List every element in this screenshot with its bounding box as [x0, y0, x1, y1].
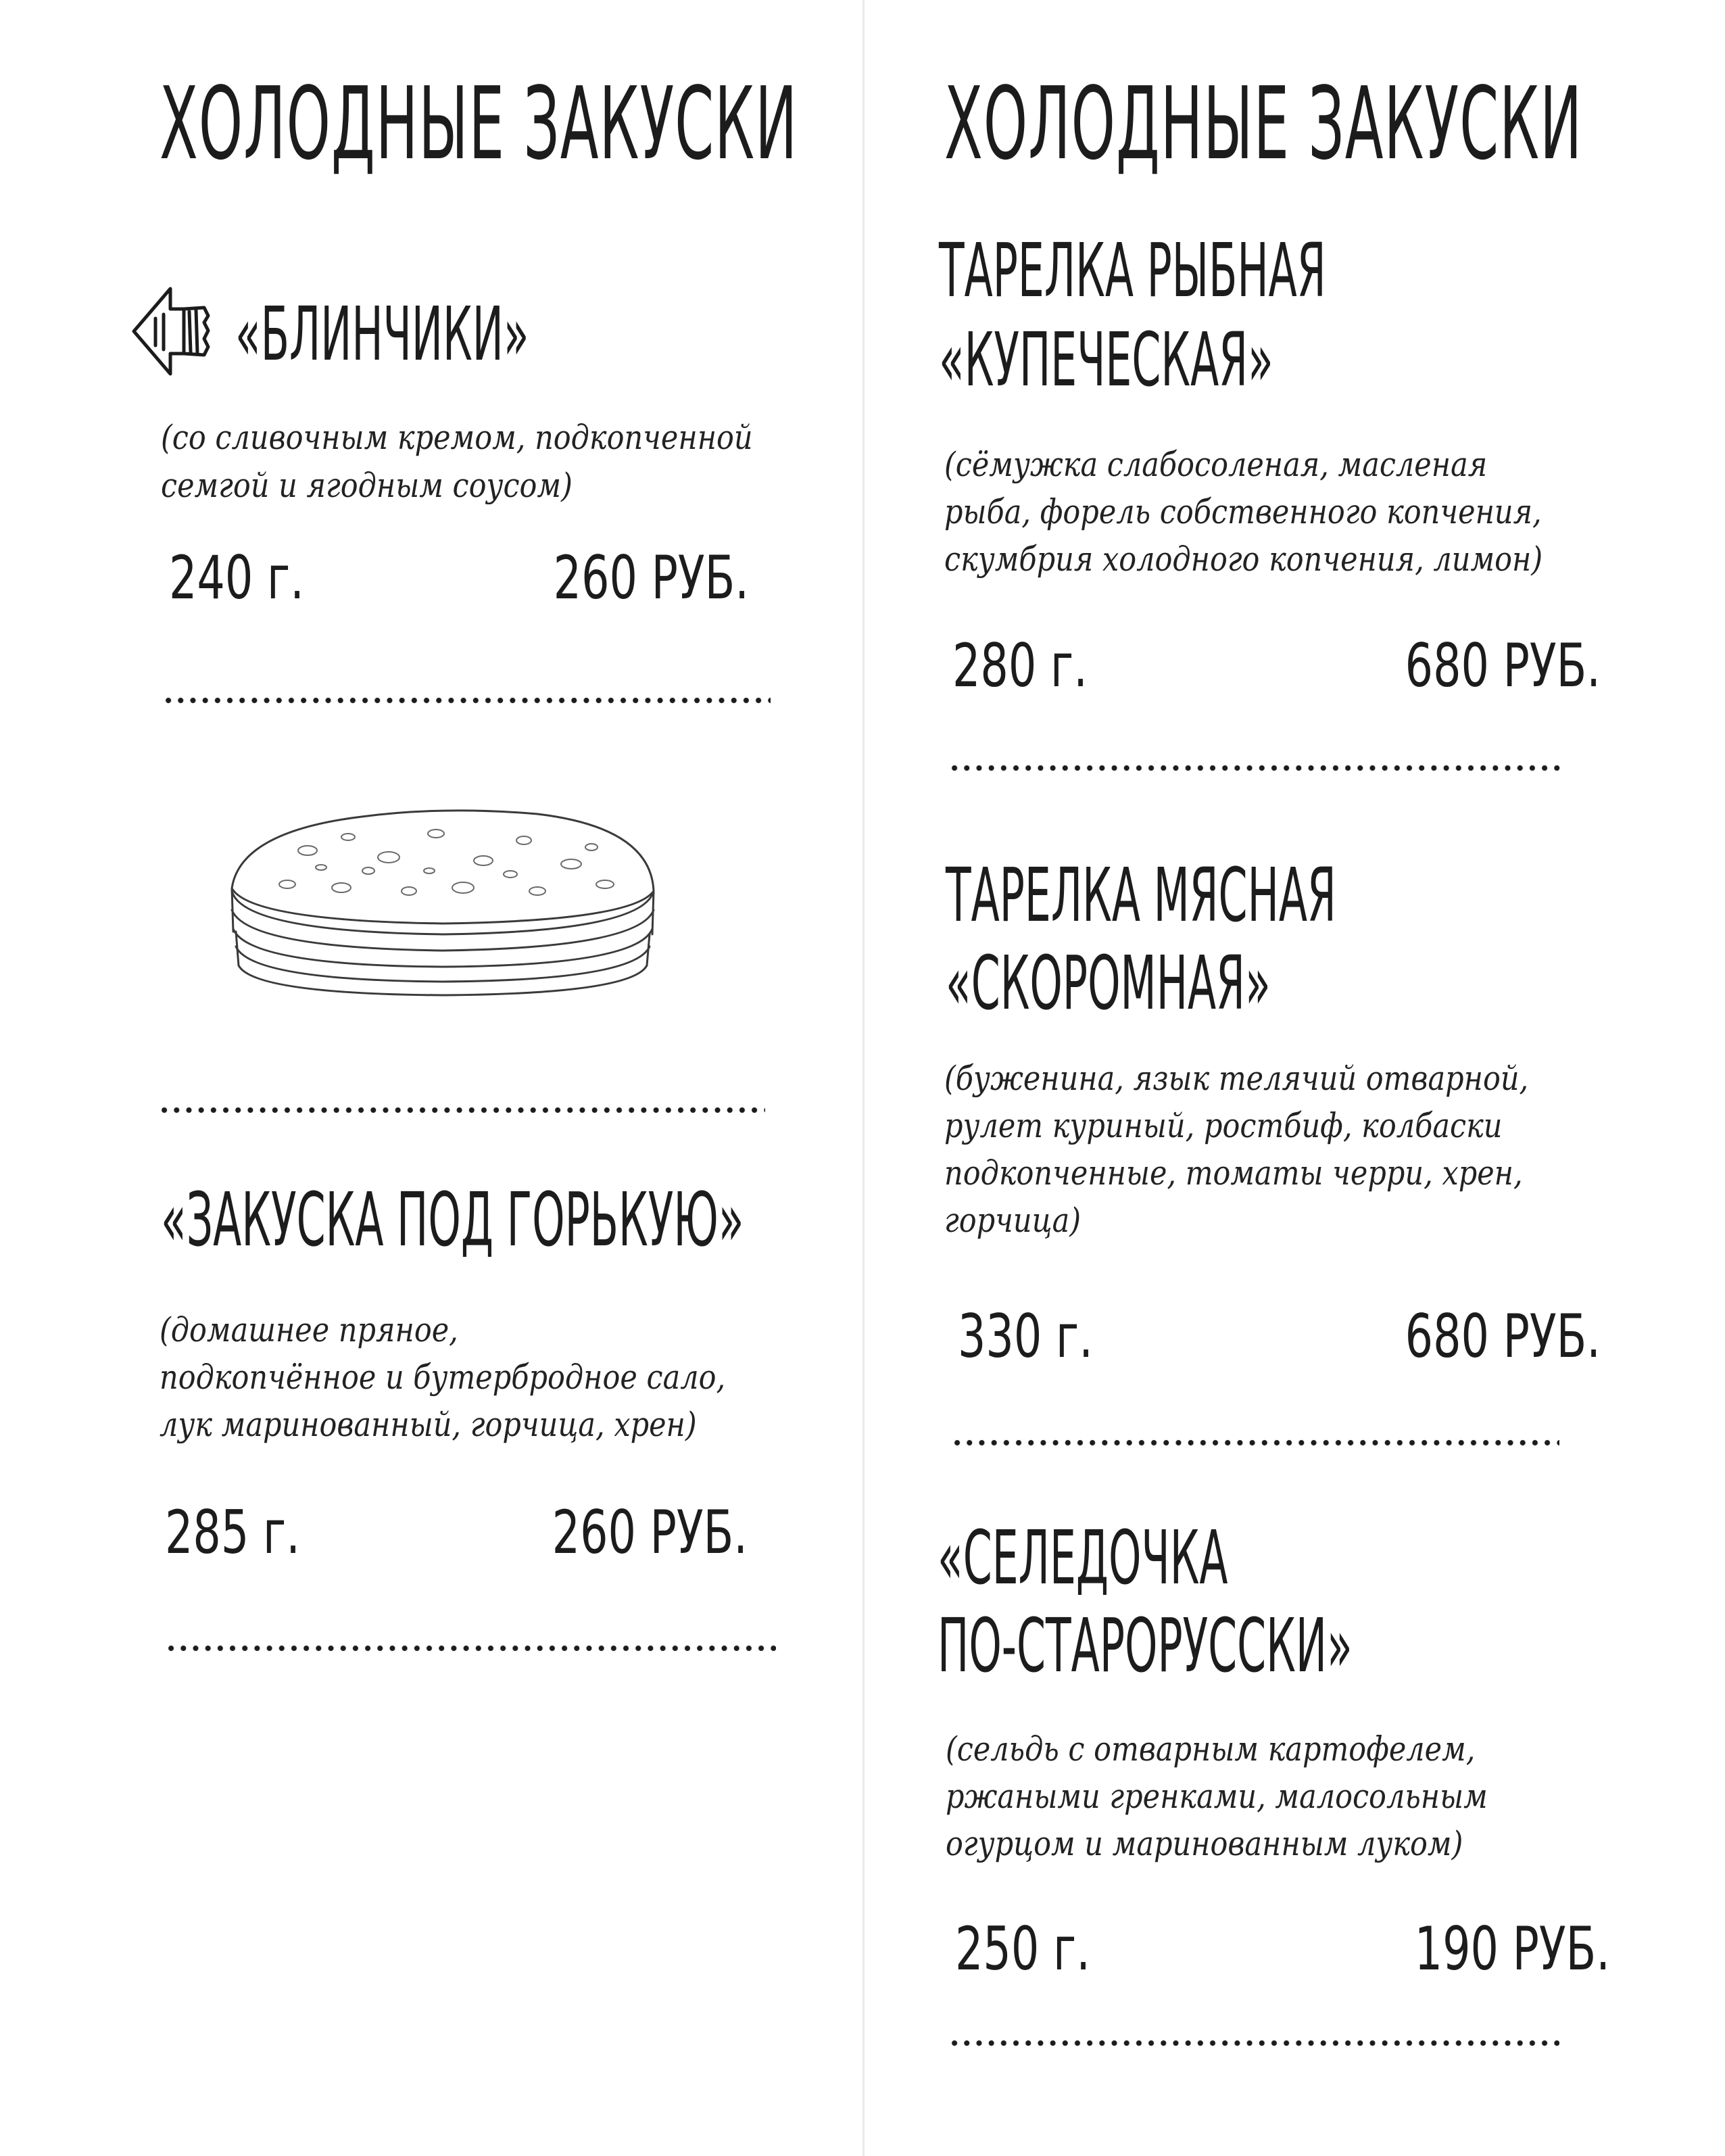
dish-weight: 250 г.	[955, 1914, 1090, 1984]
dish-price: 680 РУБ.	[1405, 631, 1601, 700]
dish-price: 260 РУБ.	[553, 543, 749, 613]
section-heading: ХОЛОДНЫЕ ЗАКУСКИ	[944, 66, 1583, 182]
dish-weight: 330 г.	[958, 1301, 1093, 1371]
dish-title: «БЛИНЧИКИ»	[235, 291, 529, 377]
dish-description-line: подкопчённое и бутербродное сало,	[160, 1358, 726, 1397]
dotted-separator	[948, 2039, 1559, 2047]
dish-description-line: лук маринованный, горчица, хрен)	[160, 1405, 697, 1444]
hand-pointing-arrow-icon	[128, 281, 213, 382]
dotted-separator	[162, 696, 771, 704]
dish-description-line: горчица)	[944, 1201, 1082, 1240]
dish-description-line: (сёмужка слабосоленая, масленая	[944, 445, 1488, 484]
dotted-separator	[948, 764, 1561, 772]
dish-description-line: семгой и ягодным соусом)	[161, 466, 573, 505]
dish-weight: 240 г.	[169, 543, 304, 613]
left-menu-column	[0, 0, 862, 2156]
dish-title: «ЗАКУСКА ПОД ГОРЬКУЮ»	[161, 1176, 744, 1263]
dotted-separator	[951, 1439, 1559, 1447]
dish-title: ТАРЕЛКА РЫБНАЯ	[939, 227, 1326, 314]
dish-title: ПО-СТАРОРУССКИ»	[938, 1602, 1353, 1689]
dish-title: «СЕЛЕДОЧКА	[938, 1514, 1228, 1601]
dish-description-line: скумбрия холодного копчения, лимон)	[944, 540, 1543, 579]
pancake-stack-illustration	[226, 796, 659, 999]
dish-description-line: подкопченные, томаты черри, хрен,	[944, 1153, 1523, 1193]
dish-title: «СКОРОМНАЯ»	[946, 940, 1271, 1026]
dish-price: 680 РУБ.	[1405, 1301, 1601, 1371]
dotted-separator	[158, 1106, 765, 1114]
dotted-separator	[165, 1644, 776, 1652]
dish-price: 190 РУБ.	[1414, 1914, 1610, 1984]
section-heading: ХОЛОДНЫЕ ЗАКУСКИ	[160, 66, 798, 182]
dish-weight: 285 г.	[165, 1498, 300, 1567]
dish-description-line: огурцом и маринованным луком)	[946, 1824, 1463, 1863]
dish-description-line: (буженина, язык телячий отварной,	[944, 1059, 1529, 1098]
dish-description-line: рулет куриный, ростбиф, колбаски	[944, 1106, 1503, 1145]
dish-weight: 280 г.	[952, 631, 1088, 700]
dish-description-line: (со сливочным кремом, подкопченной	[161, 418, 753, 457]
dish-description-line: (домашнее пряное,	[160, 1310, 458, 1349]
dish-title: «КУПЕЧЕСКАЯ»	[939, 316, 1273, 403]
dish-price: 260 РУБ.	[552, 1498, 748, 1567]
dish-description-line: ржаными гренками, малосольным	[946, 1777, 1488, 1816]
right-menu-column	[865, 0, 1725, 2156]
dish-description-line: (сельдь с отварным картофелем,	[946, 1729, 1476, 1769]
dish-description-line: рыба, форель собственного копчения,	[944, 492, 1542, 531]
dish-title: ТАРЕЛКА МЯСНАЯ	[946, 852, 1336, 938]
